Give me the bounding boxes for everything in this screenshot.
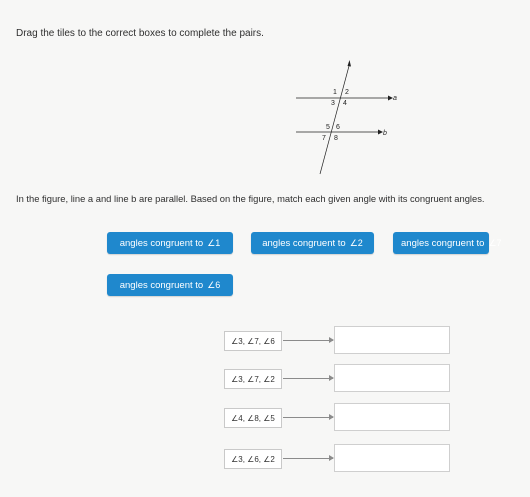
drop-target-box[interactable]: [334, 326, 450, 354]
angle-label-7: 7: [322, 135, 326, 142]
line-label-a: a: [393, 95, 397, 102]
question-text: In the figure, line a and line b are parallel. Based on the figure, match each given angle with its congruent angles.: [16, 193, 485, 204]
angle-label-8: 8: [334, 135, 338, 142]
arrow-icon: [283, 378, 333, 379]
tile-angles-congruent-to-2[interactable]: [251, 232, 374, 254]
transversal: [320, 66, 349, 174]
instruction-text: Drag the tiles to the correct boxes to complete the pairs.: [16, 28, 264, 39]
angle-label-5: 5: [326, 124, 330, 131]
transversal-arrowhead: [348, 60, 352, 67]
tile-angle: ∠6: [207, 279, 221, 290]
drop-target-box[interactable]: [334, 364, 450, 392]
tile-label: angles congruent to: [119, 279, 204, 291]
tile-label: angles congruent to: [401, 237, 485, 249]
tile-angle: ∠7: [488, 237, 502, 248]
tile-label: angles congruent to: [262, 237, 346, 249]
arrow-icon: [283, 417, 333, 418]
pair-angles-label: ∠3, ∠7, ∠2: [224, 369, 282, 389]
parallel-lines-figure: [292, 58, 402, 176]
tile-angles-congruent-to-6[interactable]: [107, 274, 233, 296]
tile-angle: ∠2: [349, 237, 363, 248]
arrow-icon: [283, 458, 333, 459]
parallel-lines-diagram: [292, 58, 402, 176]
tile-angles-congruent-to-1[interactable]: [107, 232, 233, 254]
line-label-b: b: [383, 130, 387, 137]
pair-angles-label: ∠4, ∠8, ∠5: [224, 408, 282, 428]
pair-angles-label: ∠3, ∠7, ∠6: [224, 331, 282, 351]
arrow-icon: [283, 340, 333, 341]
angle-label-3: 3: [331, 100, 335, 107]
angle-label-2: 2: [345, 89, 349, 96]
angle-label-1: 1: [333, 89, 337, 96]
tile-label: angles congruent to: [119, 237, 204, 249]
angle-label-4: 4: [343, 100, 347, 107]
tile-angle: ∠1: [207, 237, 221, 248]
angle-label-6: 6: [336, 124, 340, 131]
pair-angles-label: ∠3, ∠6, ∠2: [224, 449, 282, 469]
drop-target-box[interactable]: [334, 444, 450, 472]
tile-angles-congruent-to-7[interactable]: [393, 232, 502, 254]
drop-target-box[interactable]: [334, 403, 450, 431]
